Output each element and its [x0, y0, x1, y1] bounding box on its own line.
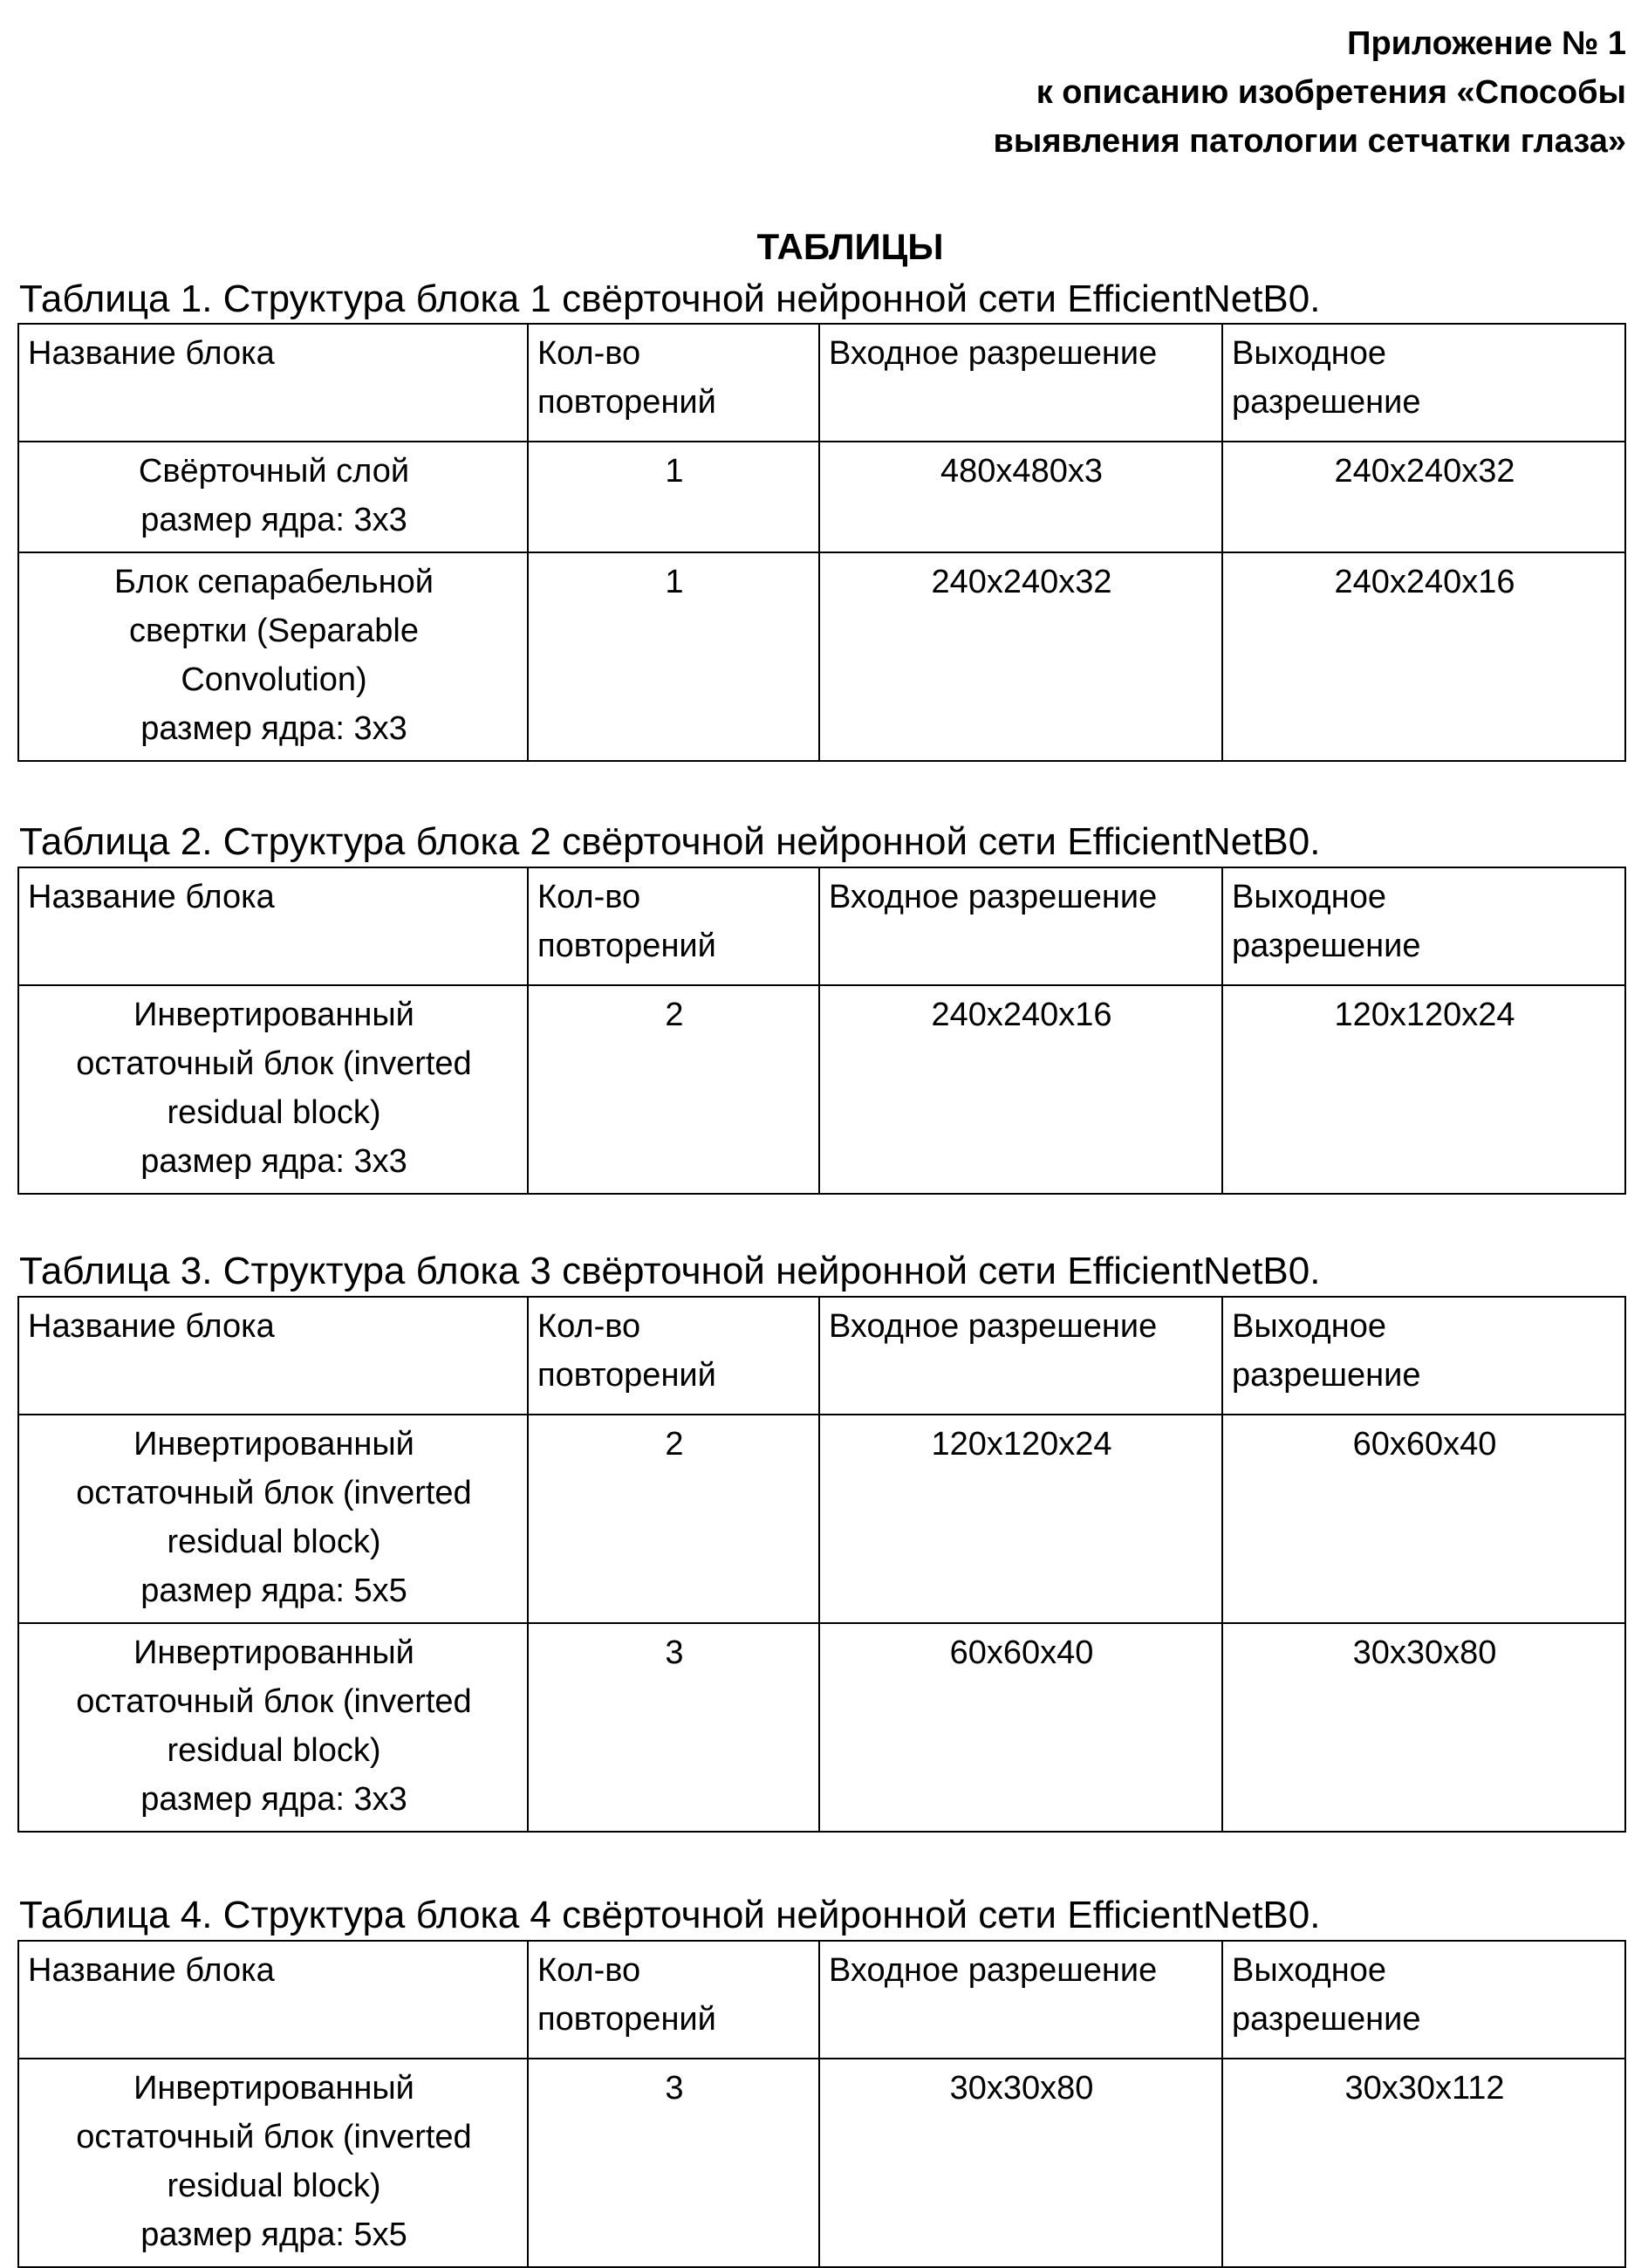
table-4	[17, 1940, 1626, 2268]
table-row	[18, 2059, 1625, 2267]
appendix-line-2: к описанию изобретения «Способы	[994, 68, 1626, 117]
header-input-resolution: Входное разрешение	[819, 1297, 1222, 1415]
table-header-row	[18, 324, 1625, 442]
header-output-resolution: Выходное разрешение	[1222, 324, 1625, 442]
header-block-name: Название блока	[18, 324, 528, 442]
cell-input-resolution: 30x30x80	[819, 2059, 1222, 2267]
cell-repeats: 3	[528, 1623, 819, 1832]
cell-repeats: 3	[528, 2059, 819, 2267]
cell-repeats: 1	[528, 552, 819, 761]
appendix-line-1: Приложение № 1	[994, 19, 1626, 68]
cell-output-resolution: 30x30x80	[1222, 1623, 1625, 1832]
header-input-resolution: Входное разрешение	[819, 867, 1222, 985]
table-row	[18, 1623, 1625, 1832]
table-row	[18, 442, 1625, 552]
cell-input-resolution: 240x240x16	[819, 985, 1222, 1194]
header-repeats: Кол-во повторений	[528, 1941, 819, 2059]
cell-output-resolution: 30x30x112	[1222, 2059, 1625, 2267]
table-header-row	[18, 1297, 1625, 1415]
table-4-caption: Таблица 4. Структура блока 4 свёрточной нейронной сети EfficientNetB0.	[19, 1894, 1320, 1937]
cell-output-resolution: 240x240x32	[1222, 442, 1625, 552]
page-title: ТАБЛИЦЫ	[0, 225, 1648, 269]
header-block-name: Название блока	[18, 867, 528, 985]
cell-block-name: Блок сепарабельной свертки (Separable Convolution) размер ядра: 3x3	[18, 552, 528, 761]
cell-block-name: Инвертированный остаточный блок (inverted residual block) размер ядра: 3x3	[18, 985, 528, 1194]
table-row	[18, 552, 1625, 761]
table-row	[18, 1415, 1625, 1623]
header-input-resolution: Входное разрешение	[819, 1941, 1222, 2059]
cell-output-resolution: 60x60x40	[1222, 1415, 1625, 1623]
appendix-line-3: выявления патологии сетчатки глаза»	[994, 117, 1626, 166]
cell-input-resolution: 120x120x24	[819, 1415, 1222, 1623]
cell-output-resolution: 240x240x16	[1222, 552, 1625, 761]
cell-input-resolution: 480x480x3	[819, 442, 1222, 552]
cell-repeats: 1	[528, 442, 819, 552]
appendix-note	[994, 19, 1626, 166]
cell-repeats: 2	[528, 985, 819, 1194]
cell-input-resolution: 240x240x32	[819, 552, 1222, 761]
cell-input-resolution: 60x60x40	[819, 1623, 1222, 1832]
header-repeats: Кол-во повторений	[528, 867, 819, 985]
header-repeats: Кол-во повторений	[528, 1297, 819, 1415]
header-output-resolution: Выходное разрешение	[1222, 1941, 1625, 2059]
cell-block-name: Инвертированный остаточный блок (inverted residual block) размер ядра: 5x5	[18, 1415, 528, 1623]
table-header-row	[18, 1941, 1625, 2059]
table-3	[17, 1296, 1626, 1833]
table-header-row	[18, 867, 1625, 985]
cell-repeats: 2	[528, 1415, 819, 1623]
table-1-caption: Таблица 1. Структура блока 1 свёрточной нейронной сети EfficientNetB0.	[19, 278, 1320, 321]
cell-block-name: Свёрточный слой размер ядра: 3x3	[18, 442, 528, 552]
header-output-resolution: Выходное разрешение	[1222, 1297, 1625, 1415]
header-block-name: Название блока	[18, 1297, 528, 1415]
table-2	[17, 867, 1626, 1195]
table-2-caption: Таблица 2. Структура блока 2 свёрточной нейронной сети EfficientNetB0.	[19, 820, 1320, 864]
table-1	[17, 323, 1626, 762]
header-output-resolution: Выходное разрешение	[1222, 867, 1625, 985]
header-repeats: Кол-во повторений	[528, 324, 819, 442]
header-block-name: Название блока	[18, 1941, 528, 2059]
table-3-caption: Таблица 3. Структура блока 3 свёрточной нейронной сети EfficientNetB0.	[19, 1250, 1320, 1293]
cell-block-name: Инвертированный остаточный блок (inverted residual block) размер ядра: 5x5	[18, 2059, 528, 2267]
cell-output-resolution: 120x120x24	[1222, 985, 1625, 1194]
header-input-resolution: Входное разрешение	[819, 324, 1222, 442]
table-row	[18, 985, 1625, 1194]
cell-block-name: Инвертированный остаточный блок (inverted residual block) размер ядра: 3x3	[18, 1623, 528, 1832]
